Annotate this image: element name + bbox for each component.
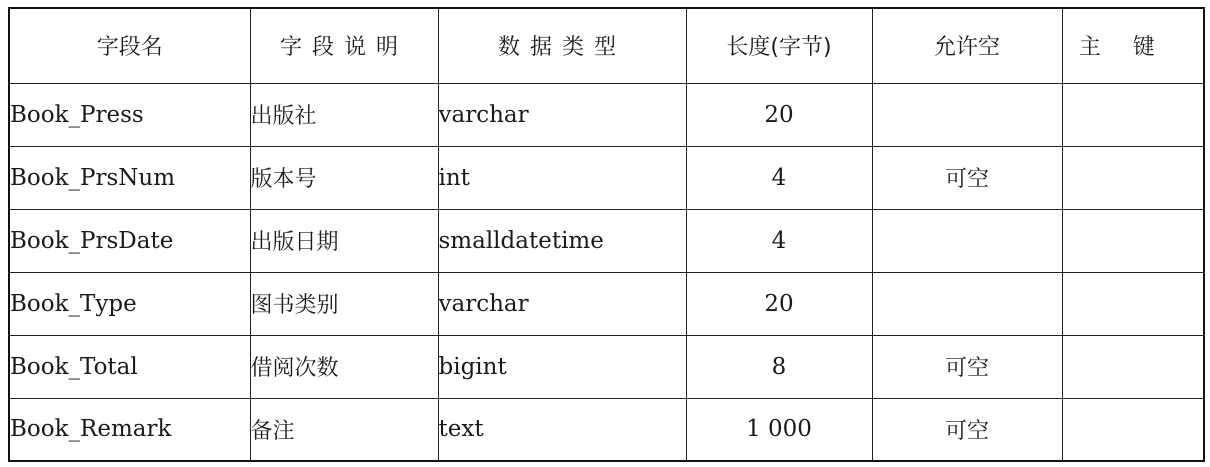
cell-field-name: Book_PrsDate [9, 209, 250, 272]
cell-primary-key [1062, 398, 1204, 461]
cell-primary-key [1062, 335, 1204, 398]
cell-data-type: int [438, 146, 686, 209]
cell-data-type: bigint [438, 335, 686, 398]
cell-length: 4 [686, 209, 872, 272]
cell-field-name: Book_PrsNum [9, 146, 250, 209]
header-description: 字段说明 [250, 8, 438, 83]
cell-description: 借阅次数 [250, 335, 438, 398]
cell-data-type: smalldatetime [438, 209, 686, 272]
table-row [9, 209, 1204, 272]
cell-nullable: 可空 [872, 398, 1062, 461]
header-data-type: 数据类型 [438, 8, 686, 83]
cell-length: 20 [686, 83, 872, 146]
cell-field-name: Book_Remark [9, 398, 250, 461]
cell-description: 版本号 [250, 146, 438, 209]
cell-description: 出版日期 [250, 209, 438, 272]
cell-length: 1 000 [686, 398, 872, 461]
cell-description: 图书类别 [250, 272, 438, 335]
header-field-name: 字段名 [9, 8, 250, 83]
cell-nullable: 可空 [872, 146, 1062, 209]
cell-primary-key [1062, 209, 1204, 272]
cell-field-name: Book_Type [9, 272, 250, 335]
cell-length: 20 [686, 272, 872, 335]
table-header-row [9, 8, 1204, 83]
cell-primary-key [1062, 146, 1204, 209]
cell-description: 备注 [250, 398, 438, 461]
cell-field-name: Book_Press [9, 83, 250, 146]
cell-description: 出版社 [250, 83, 438, 146]
header-length: 长度(字节) [686, 8, 872, 83]
cell-nullable [872, 83, 1062, 146]
cell-field-name: Book_Total [9, 335, 250, 398]
cell-data-type: varchar [438, 83, 686, 146]
cell-nullable [872, 209, 1062, 272]
table-row [9, 146, 1204, 209]
table-row [9, 398, 1204, 461]
table-body [9, 83, 1204, 461]
cell-primary-key [1062, 83, 1204, 146]
header-primary-key: 主键 [1062, 8, 1204, 83]
table-row [9, 335, 1204, 398]
table-row [9, 272, 1204, 335]
table-row [9, 83, 1204, 146]
cell-nullable [872, 272, 1062, 335]
cell-length: 4 [686, 146, 872, 209]
cell-primary-key [1062, 272, 1204, 335]
field-schema-table [8, 7, 1205, 462]
cell-data-type: varchar [438, 272, 686, 335]
header-nullable: 允许空 [872, 8, 1062, 83]
cell-length: 8 [686, 335, 872, 398]
cell-data-type: text [438, 398, 686, 461]
cell-nullable: 可空 [872, 335, 1062, 398]
